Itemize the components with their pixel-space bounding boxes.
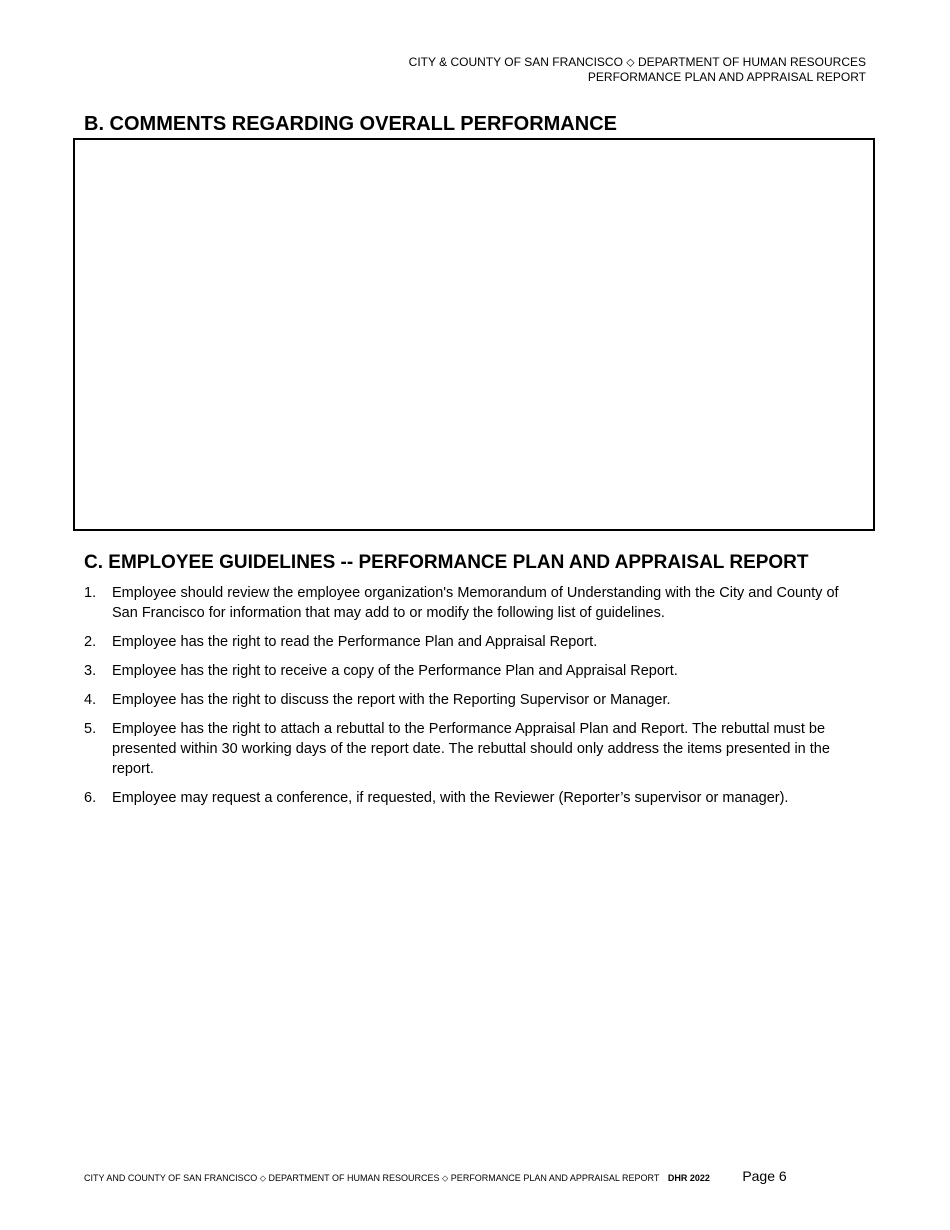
employee-guidelines-list <box>84 583 864 817</box>
guideline-text: Employee should review the employee organization's Memorandum of Understanding with the City and County of San Francisco for information that may add to or modify the following list of guidelines. <box>112 585 839 621</box>
section-c-title: C. EMPLOYEE GUIDELINES -- PERFORMANCE PLAN AND APPRAISAL REPORT <box>84 552 809 573</box>
section-b-title: B. COMMENTS REGARDING OVERALL PERFORMANCE <box>84 113 617 135</box>
page-footer <box>84 1168 787 1186</box>
overall-performance-comments-box[interactable] <box>73 138 875 531</box>
guideline-text: Employee has the right to read the Performance Plan and Appraisal Report. <box>112 634 598 650</box>
header-line-2: PERFORMANCE PLAN AND APPRAISAL REPORT <box>587 70 866 84</box>
guideline-number: 5. <box>84 721 97 737</box>
page-header <box>409 55 866 85</box>
guideline-number: 1. <box>84 585 97 601</box>
guideline-item <box>84 690 864 710</box>
guideline-number: 3. <box>84 663 97 679</box>
header-line-1: CITY & COUNTY OF SAN FRANCISCO ⬦ DEPARTMENT OF HUMAN RESOURCES <box>408 55 866 69</box>
guideline-item <box>84 632 864 652</box>
guideline-text: Employee may request a conference, if requested, with the Reviewer (Reporter’s supervisor or manager). <box>112 790 789 806</box>
guideline-number: 6. <box>84 790 97 806</box>
footer-text: CITY AND COUNTY OF SAN FRANCISCO ⬦ DEPARTMENT OF HUMAN RESOURCES ⬦ PERFORMANCE PLAN AND APPRAISAL REPORT <box>84 1173 660 1183</box>
guideline-text: Employee has the right to discuss the report with the Reporting Supervisor or Manager. <box>112 692 671 708</box>
guideline-item <box>84 583 864 623</box>
guideline-item <box>84 661 864 681</box>
guideline-text: Employee has the right to attach a rebuttal to the Performance Appraisal Plan and Report. The rebuttal must be presented within 30 working days of the report date. The rebuttal should only address the items presented in the report. <box>112 721 830 777</box>
guideline-number: 2. <box>84 634 97 650</box>
guideline-number: 4. <box>84 692 97 708</box>
guideline-text: Employee has the right to receive a copy of the Performance Plan and Appraisal Report. <box>112 663 678 679</box>
guideline-item <box>84 788 864 808</box>
page-number: Page 6 <box>742 1168 787 1184</box>
footer-form-code: DHR 2022 <box>667 1173 710 1183</box>
guideline-item <box>84 719 864 779</box>
